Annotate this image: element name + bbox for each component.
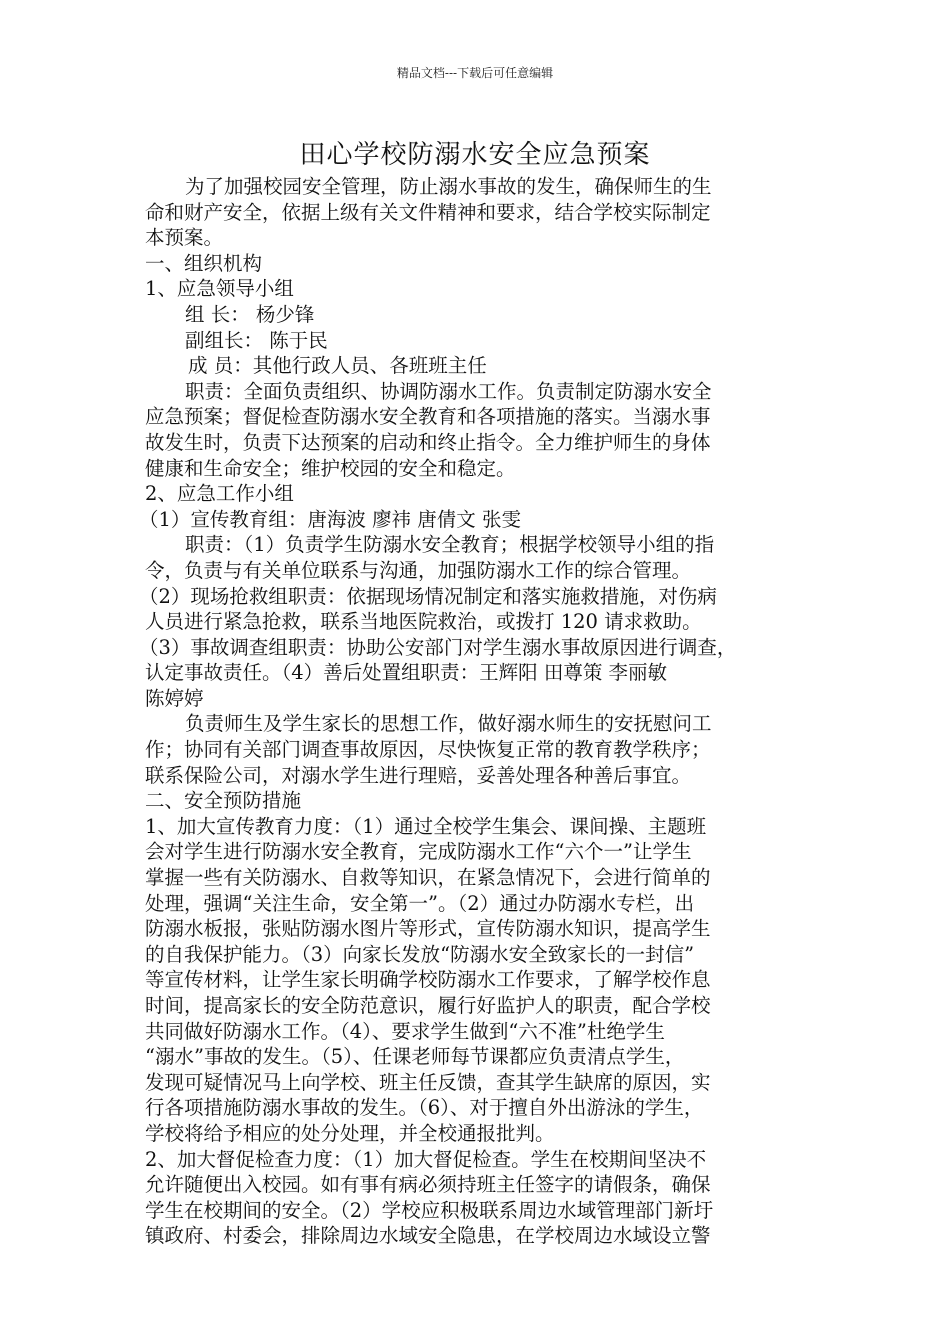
text-line: 1、加大宣传教育力度：（1）通过全校学生集会、课间操、主题班	[145, 814, 707, 838]
text-line: 学校将给予相应的处分处理，并全校通报批判。	[145, 1121, 555, 1145]
text-line: 命和财产安全，依据上级有关文件精神和要求，结合学校实际制定	[145, 200, 711, 224]
document-body	[139, 174, 815, 1249]
text-line: 镇政府、村委会，排除周边水域安全隐患，在学校周边水域设立警	[145, 1224, 711, 1248]
text-line: 共同做好防溺水工作。（4）、要求学生做到“六不准”杜绝学生	[145, 1019, 665, 1043]
text-line: （3）事故调查组职责：协助公安部门对学生溺水事故原因进行调查，	[139, 635, 737, 659]
text-line: 等宣传材料，让学生家长明确学校防溺水工作要求，了解学校作息	[145, 968, 711, 992]
text-line: 组 长： 杨少锋	[185, 302, 315, 326]
header-note: 精品文档---下载后可任意编辑	[396, 66, 554, 80]
text-line: 认定事故责任。（4）善后处置组职责：王辉阳 田尊策 李丽敏	[145, 661, 668, 685]
text-line: 成 员：其他行政人员、各班班主任	[188, 354, 487, 378]
text-line: 发现可疑情况马上向学校、班主任反馈，查其学生缺席的原因，实	[145, 1070, 711, 1094]
text-line: 联系保险公司，对溺水学生进行理赔，妥善处理各种善后事宜。	[145, 763, 692, 787]
text-line: 为了加强校园安全管理，防止溺水事故的发生，确保师生的生	[185, 175, 712, 198]
text-line: 二、安全预防措施	[145, 789, 302, 813]
text-line: 应急预案；督促检查防溺水安全教育和各项措施的落实。当溺水事	[145, 405, 711, 429]
text-line: 的自我保护能力。（3）向家长发放“防溺水安全致家长的一封信”	[145, 942, 695, 966]
text-line: 允许随便出入校园。如有事有病必须持班主任签字的请假条，确保	[145, 1173, 711, 1197]
text-line: 故发生时，负责下达预案的启动和终止指令。全力维护师生的身体	[145, 430, 711, 454]
text-line: （2）现场抢救组职责：依据现场情况制定和落实施救措施，对伤病	[139, 584, 717, 608]
text-line: 令，负责与有关单位联系与沟通，加强防溺水工作的综合管理。	[145, 558, 692, 582]
text-line: 时间，提高家长的安全防范意识，履行好监护人的职责，配合学校	[145, 994, 711, 1017]
text-line: 会对学生进行防溺水安全教育，完成防溺水工作“六个一”让学生	[145, 840, 692, 864]
text-line: 1、应急领导小组	[145, 277, 294, 301]
text-line: 人员进行紧急抢救，联系当地医院救治，或拨打 120 请求救助。	[145, 610, 702, 634]
text-line: 职责：全面负责组织、协调防溺水工作。负责制定防溺水安全	[185, 379, 712, 403]
text-line: 副组长： 陈于民	[185, 328, 328, 352]
text-line: 陈婷婷	[145, 686, 204, 710]
text-line: 行各项措施防溺水事故的发生。（6）、对于擅自外出游泳的学生，	[145, 1096, 704, 1120]
text-line: 2、应急工作小组	[145, 482, 294, 506]
text-line: 职责：（1）负责学生防溺水安全教育；根据学校领导小组的指	[185, 533, 715, 557]
text-line: （1）宣传教育组：唐海波 廖祎 唐倩文 张雯	[139, 507, 522, 531]
text-line: 健康和生命安全；维护校园的安全和稳定。	[145, 456, 516, 480]
text-line: 作；协同有关部门调查事故原因，尽快恢复正常的教育教学秩序；	[145, 738, 711, 762]
text-line: 学生在校期间的安全。（2）学校应积极联系周边水域管理部门新圩	[145, 1198, 714, 1222]
text-line: 本预案。	[145, 226, 224, 250]
text-line: 一、组织机构	[145, 251, 263, 275]
document-title: 田心学校防溺水安全应急预案	[299, 140, 651, 170]
text-line: “溺水”事故的发生。（5）、任课老师每节课都应负责清点学生，	[145, 1045, 685, 1069]
text-line: 2、加大督促检查力度：（1）加大督促检查。学生在校期间坚决不	[145, 1147, 707, 1171]
text-line: 处理，强调“关注生命，安全第一”。（2）通过办防溺水专栏，出	[145, 891, 695, 915]
text-line: 负责师生及学生家长的思想工作，做好溺水师生的安抚慰问工	[185, 712, 712, 736]
text-line: 防溺水板报，张贴防溺水图片等形式，宣传防溺水知识，提高学生	[145, 917, 711, 941]
text-line: 掌握一些有关防溺水、自救等知识，在紧急情况下，会进行简单的	[145, 866, 711, 890]
